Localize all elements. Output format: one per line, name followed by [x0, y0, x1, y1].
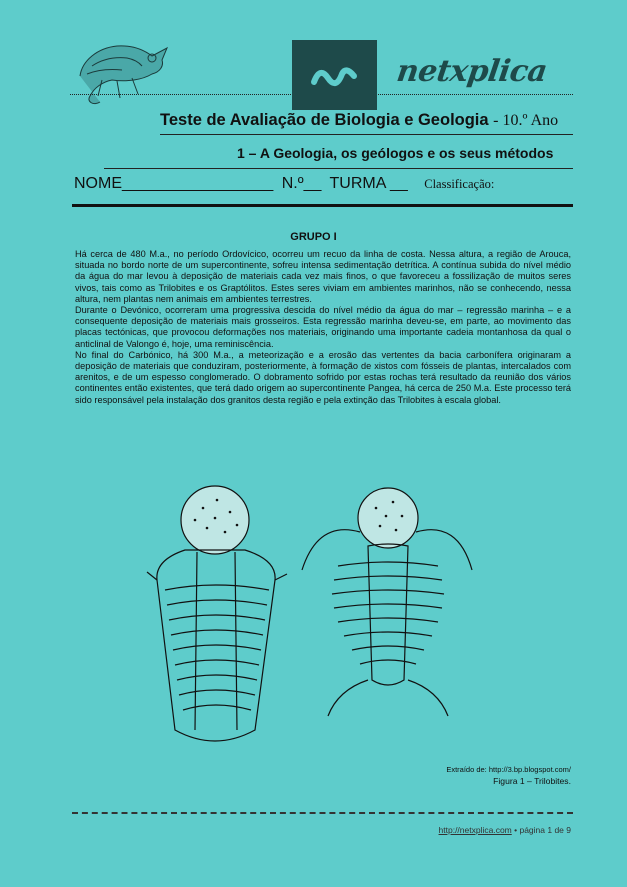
header-thick-rule	[72, 204, 573, 207]
figure-credit: Extraído de: http://3.bp.blogspot.com/	[446, 765, 571, 774]
trilobite-illustration-left	[145, 480, 290, 750]
number-field[interactable]: N.º__	[281, 175, 322, 192]
page-number: • página 1 de 9	[514, 825, 571, 835]
title-text: Teste de Avaliação de Biologia e Geologia	[160, 111, 489, 129]
footer-link[interactable]: http://netxplica.com	[438, 825, 512, 835]
page-title	[160, 111, 558, 130]
subtitle-rule	[104, 168, 573, 169]
chameleon-illustration	[72, 36, 172, 108]
paragraph: No final do Carbónico, há 300 M.a., a meteorização e a erosão das vertentes da bacia carbonífera originaram a deposição de materiais que conduziram, posteriormente, à formação de xistos com fósseis de plantas, intercalados com arenitos, e de um espesso conglomerado. O dobramento sofrido por estas rochas terá resultado da reunião dos vários continentes então existentes, que terá dado origem ao supercontinente Pangea, há cerca de 250 M.a. Este processo terá sido responsável pela instalação dos granitos desta região e pela extinção das Trilobites à escala global.	[75, 349, 571, 405]
grade-label: Classificação:	[424, 177, 495, 191]
class-field[interactable]: TURMA __	[329, 175, 408, 192]
figure-caption: Figura 1 – Trilobites.	[493, 776, 571, 786]
title-rule	[160, 134, 573, 135]
title-year: - 10.º Ano	[493, 112, 559, 129]
body-text	[75, 249, 571, 406]
logo-wordmark: netxplica	[394, 54, 550, 89]
paragraph: Durante o Devónico, ocorreram uma progressiva descida do nível médio da água do mar – regressão marinha – e a consequente deposição de materiais mais grosseiros. Esta regressão marinha deveu-se, em parte, ao movimento das placas tectónicas, que provocou deformações nos materiais, originando uma importante cadeia montanhosa da qual o anticlinal de Valongo é, hoje, uma reminiscência.	[75, 305, 571, 349]
page-subtitle: 1 – A Geologia, os geólogos e os seus métodos	[237, 145, 554, 161]
student-form-row	[74, 175, 498, 193]
logo-mark	[292, 40, 377, 110]
name-field[interactable]: NOME_________________	[74, 175, 274, 192]
paragraph: Há cerca de 480 M.a., no período Ordovícico, ocorreu um recuo da linha de costa. Nessa altura, a região de Arouca, situada no bordo norte de um supercontinente, sofreu intensa sedimentação detrítica. A contínua subida do nível médio da água do mar levou à deposição de materiais cada vez mais finos, o que favoreceu a fossilização de muitos seres vivos, tais como as Trilobites e os Graptólitos. Estes seres viviam em ambientes marinhos, não se conhecendo, nessa altura, nem plantas nem animais em ambientes terrestres.	[75, 249, 571, 304]
footer-dashed-line	[72, 812, 573, 814]
wave-icon	[292, 40, 377, 110]
page-footer	[300, 825, 571, 835]
group-title: GRUPO I	[290, 231, 337, 243]
trilobite-illustration-right	[298, 480, 476, 720]
